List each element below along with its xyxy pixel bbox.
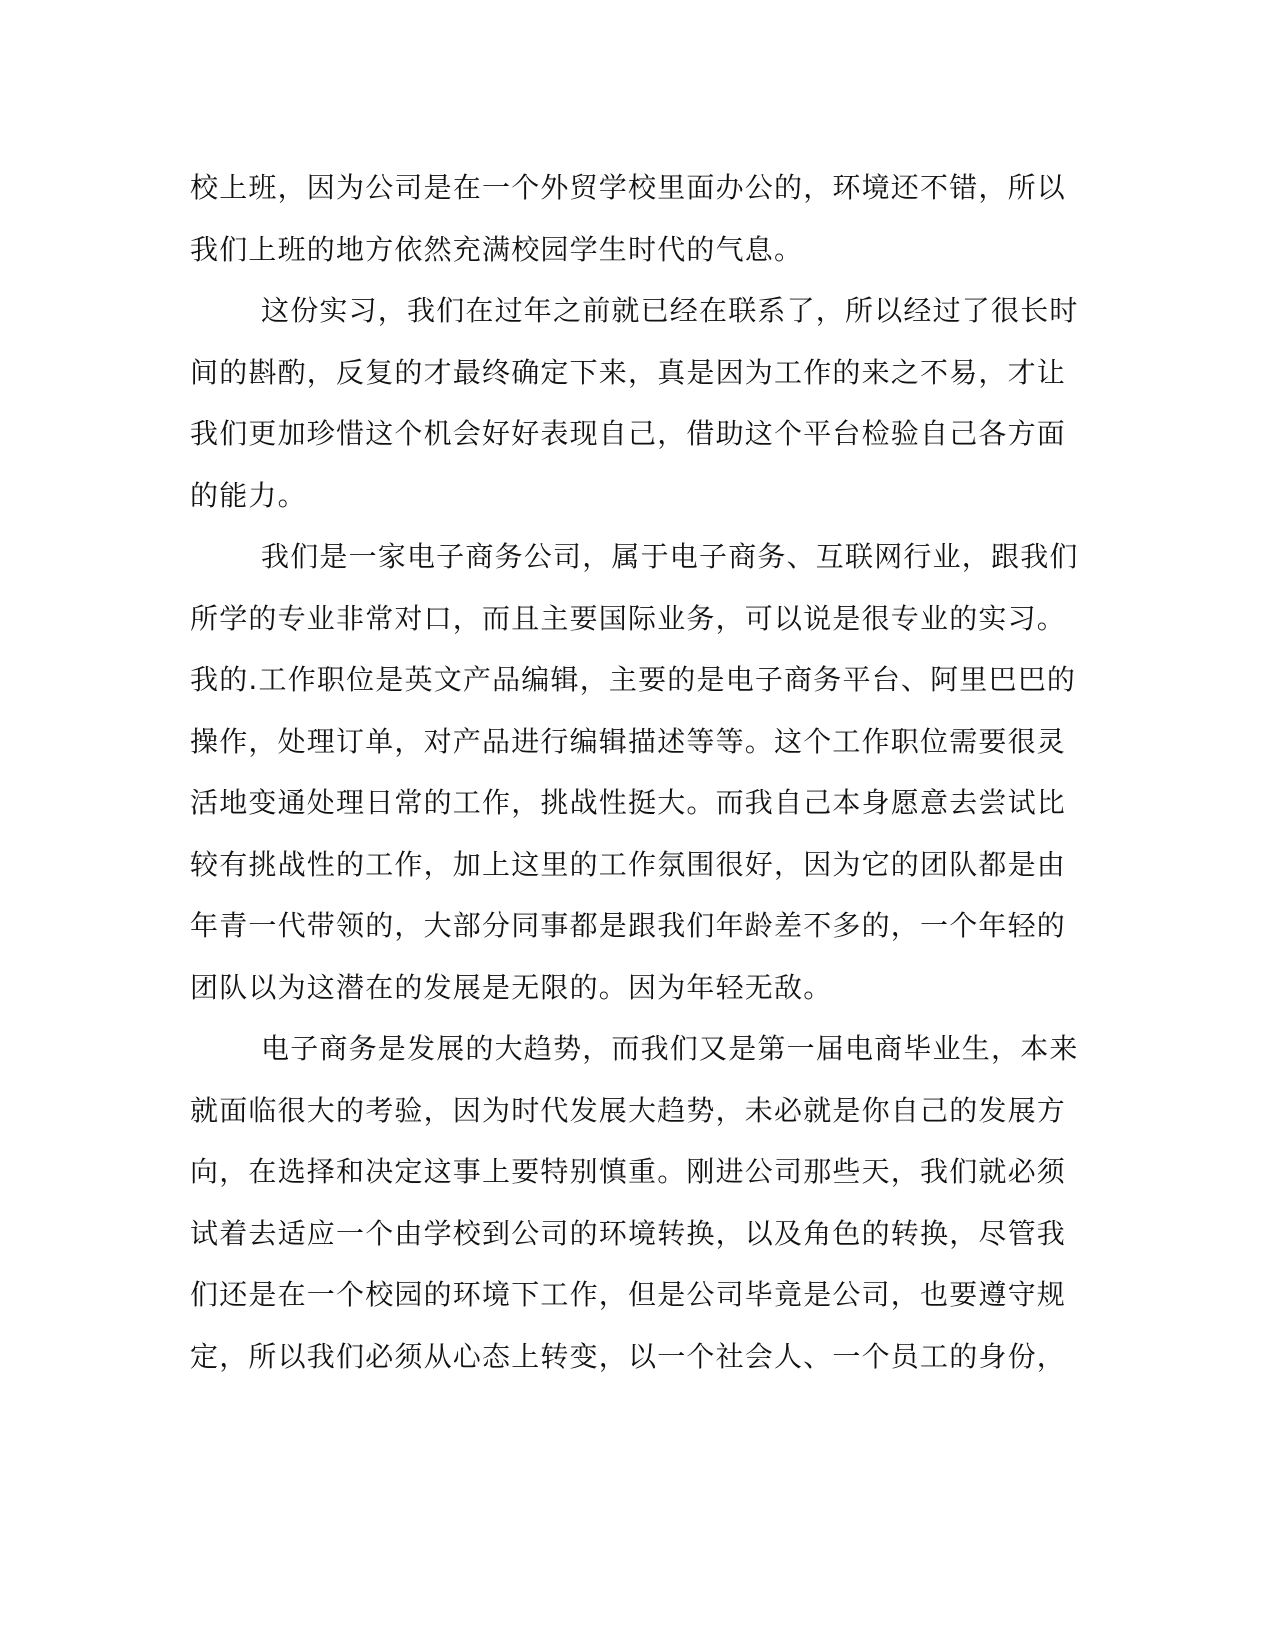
text-line: 操作，处理订单，对产品进行编辑描述等等。这个工作职位需要很灵 <box>190 724 1067 758</box>
text-line: 定，所以我们必须从心态上转变，以一个社会人、一个员工的身份， <box>190 1339 1067 1373</box>
text-line: 们还是在一个校园的环境下工作，但是公司毕竟是公司，也要遵守规 <box>190 1278 1067 1311</box>
text-line: 电子商务是发展的大趋势，而我们又是第一届电商毕业生，本来 <box>261 1032 1079 1065</box>
text-line: 校上班，因为公司是在一个外贸学校里面办公的，环境还不错，所以 <box>190 171 1067 204</box>
text-line: 这份实习，我们在过年之前就已经在联系了，所以经过了很长时 <box>261 294 1079 327</box>
paragraph-3 <box>190 526 1079 1018</box>
text-line: 试着去适应一个由学校到公司的环境转换，以及角色的转换，尽管我 <box>190 1216 1067 1250</box>
text-line: 就面临很大的考验，因为时代发展大趋势，未必就是你自己的发展方 <box>190 1093 1067 1127</box>
text-line: 的能力。 <box>190 478 307 512</box>
text-line: 活地变通处理日常的工作，挑战性挺大。而我自己本身愿意去尝试比 <box>190 786 1067 819</box>
text-line: 较有挑战性的工作，加上这里的工作氛围很好，因为它的团队都是由 <box>190 847 1067 881</box>
text-line: 所学的专业非常对口，而且主要国际业务，可以说是很专业的实习。 <box>190 601 1067 635</box>
paragraph-1 <box>190 157 1070 280</box>
text-line: 我们更加珍惜这个机会好好表现自己，借助这个平台检验自己各方面 <box>190 417 1067 450</box>
text-line: 团队以为这潜在的发展是无限的。因为年轻无敌。 <box>190 970 833 1004</box>
text-line: 向，在选择和决定这事上要特别慎重。刚进公司那些天，我们就必须 <box>190 1155 1067 1188</box>
text-line: 我们上班的地方依然充满校园学生时代的气息。 <box>190 232 804 266</box>
text-line: 我们是一家电子商务公司，属于电子商务、互联网行业，跟我们 <box>261 540 1079 573</box>
document-body <box>190 157 1079 1387</box>
text-line: 年青一代带领的，大部分同事都是跟我们年龄差不多的，一个年轻的 <box>190 909 1067 942</box>
paragraph-4 <box>190 1018 1079 1387</box>
text-line: 我的.工作职位是英文产品编辑，主要的是电子商务平台、阿里巴巴的 <box>190 663 1077 696</box>
text-line: 间的斟酌，反复的才最终确定下来，真是因为工作的来之不易，才让 <box>190 355 1067 389</box>
paragraph-2 <box>190 280 1079 526</box>
